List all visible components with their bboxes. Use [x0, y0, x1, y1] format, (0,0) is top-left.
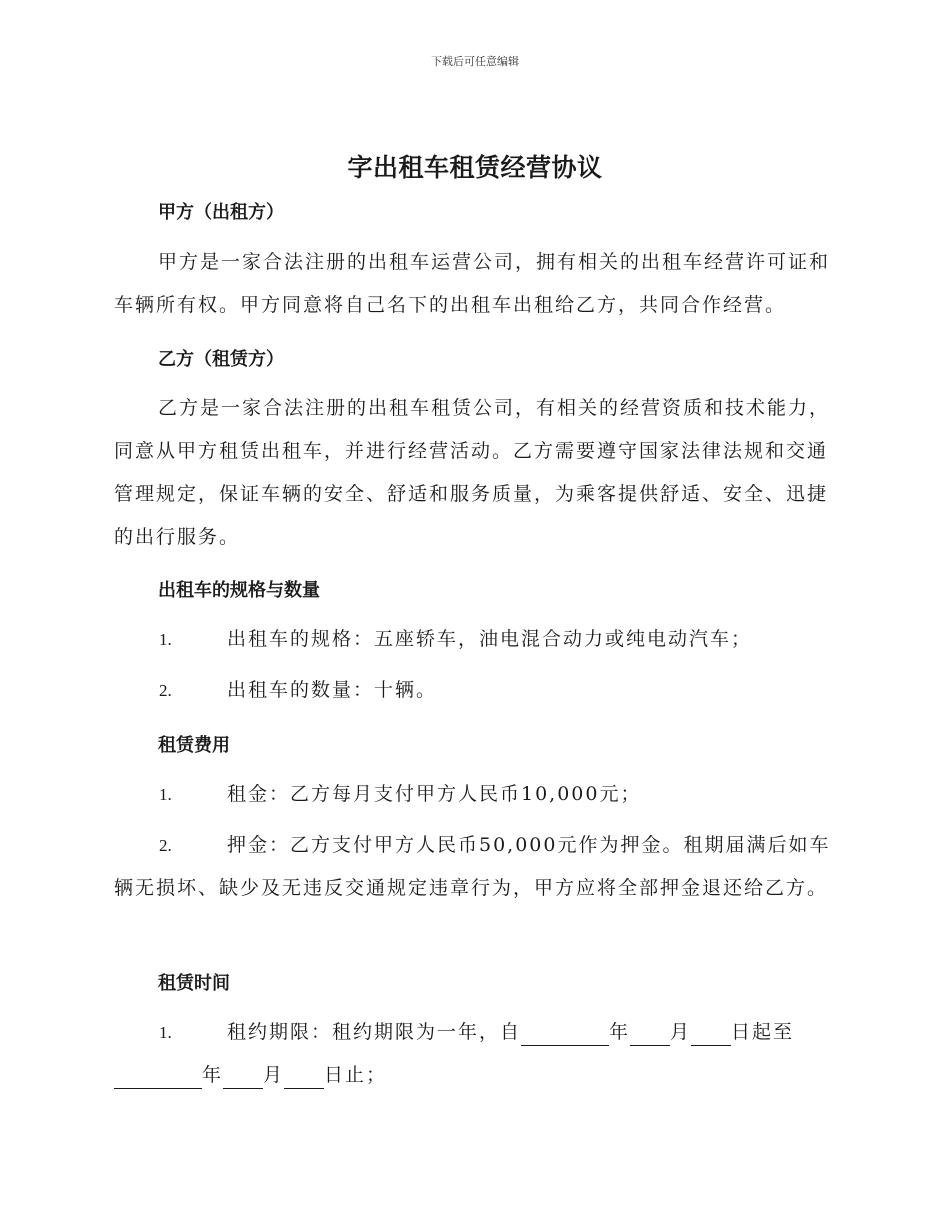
party-a-paragraph: 甲方是一家合法注册的出租车运营公司，拥有相关的出租车经营许可证和车辆所有权。甲方同意将自己名下的出租车出租给乙方，共同合作经营。	[114, 251, 831, 316]
list-number: 2.	[159, 836, 172, 855]
list-item-text: 出租车的规格：五座轿车，油电混合动力或纯电动汽车；	[227, 628, 753, 650]
header-note: 下载后可任意编辑	[431, 55, 519, 68]
document-title: 字出租车租赁经营协议	[347, 153, 603, 182]
fees-heading: 租赁费用	[158, 735, 230, 756]
start-month-blank[interactable]	[630, 1015, 670, 1046]
end-day-blank[interactable]	[284, 1058, 324, 1089]
fees-item	[114, 773, 834, 816]
list-number: 1.	[159, 630, 172, 649]
list-number: 2.	[159, 681, 172, 700]
party-a-heading: 甲方（出租方）	[158, 202, 284, 223]
list-item-text: 租金：乙方每月支付甲方人民币10,000元；	[227, 783, 642, 805]
specs-heading: 出租车的规格与数量	[158, 580, 320, 601]
end-month-blank[interactable]	[223, 1058, 263, 1089]
start-year-blank[interactable]	[521, 1015, 609, 1046]
end-year-blank[interactable]	[114, 1058, 202, 1089]
fees-item	[114, 824, 834, 910]
list-item-text: 押金：乙方支付甲方人民币50,000元作为押金。租期届满后如车辆无损坏、缺少及无违反交通规定违章行为，甲方应将全部押金退还给乙方。	[114, 834, 831, 899]
list-number: 1.	[159, 785, 172, 804]
list-item-text: 租约期限：租约期限为一年，自 年 月 日起至年 月 日止；	[114, 1011, 834, 1097]
start-day-blank[interactable]	[691, 1015, 731, 1046]
party-b-heading: 乙方（租赁方）	[158, 349, 284, 370]
specs-item	[114, 669, 834, 712]
list-number: 1.	[159, 1023, 172, 1042]
party-b-paragraph: 乙方是一家合法注册的出租车租赁公司，有相关的经营资质和技术能力，同意从甲方租赁出租车，并进行经营活动。乙方需要遵守国家法律法规和交通管理规定，保证车辆的安全、舒适和服务质量，为乘客提供舒适、安全、迅捷的出行服务。	[114, 397, 831, 548]
list-item-text: 出租车的数量：十辆。	[227, 679, 438, 701]
period-heading: 租赁时间	[158, 973, 230, 994]
period-item	[114, 1011, 834, 1097]
specs-item	[114, 618, 834, 661]
